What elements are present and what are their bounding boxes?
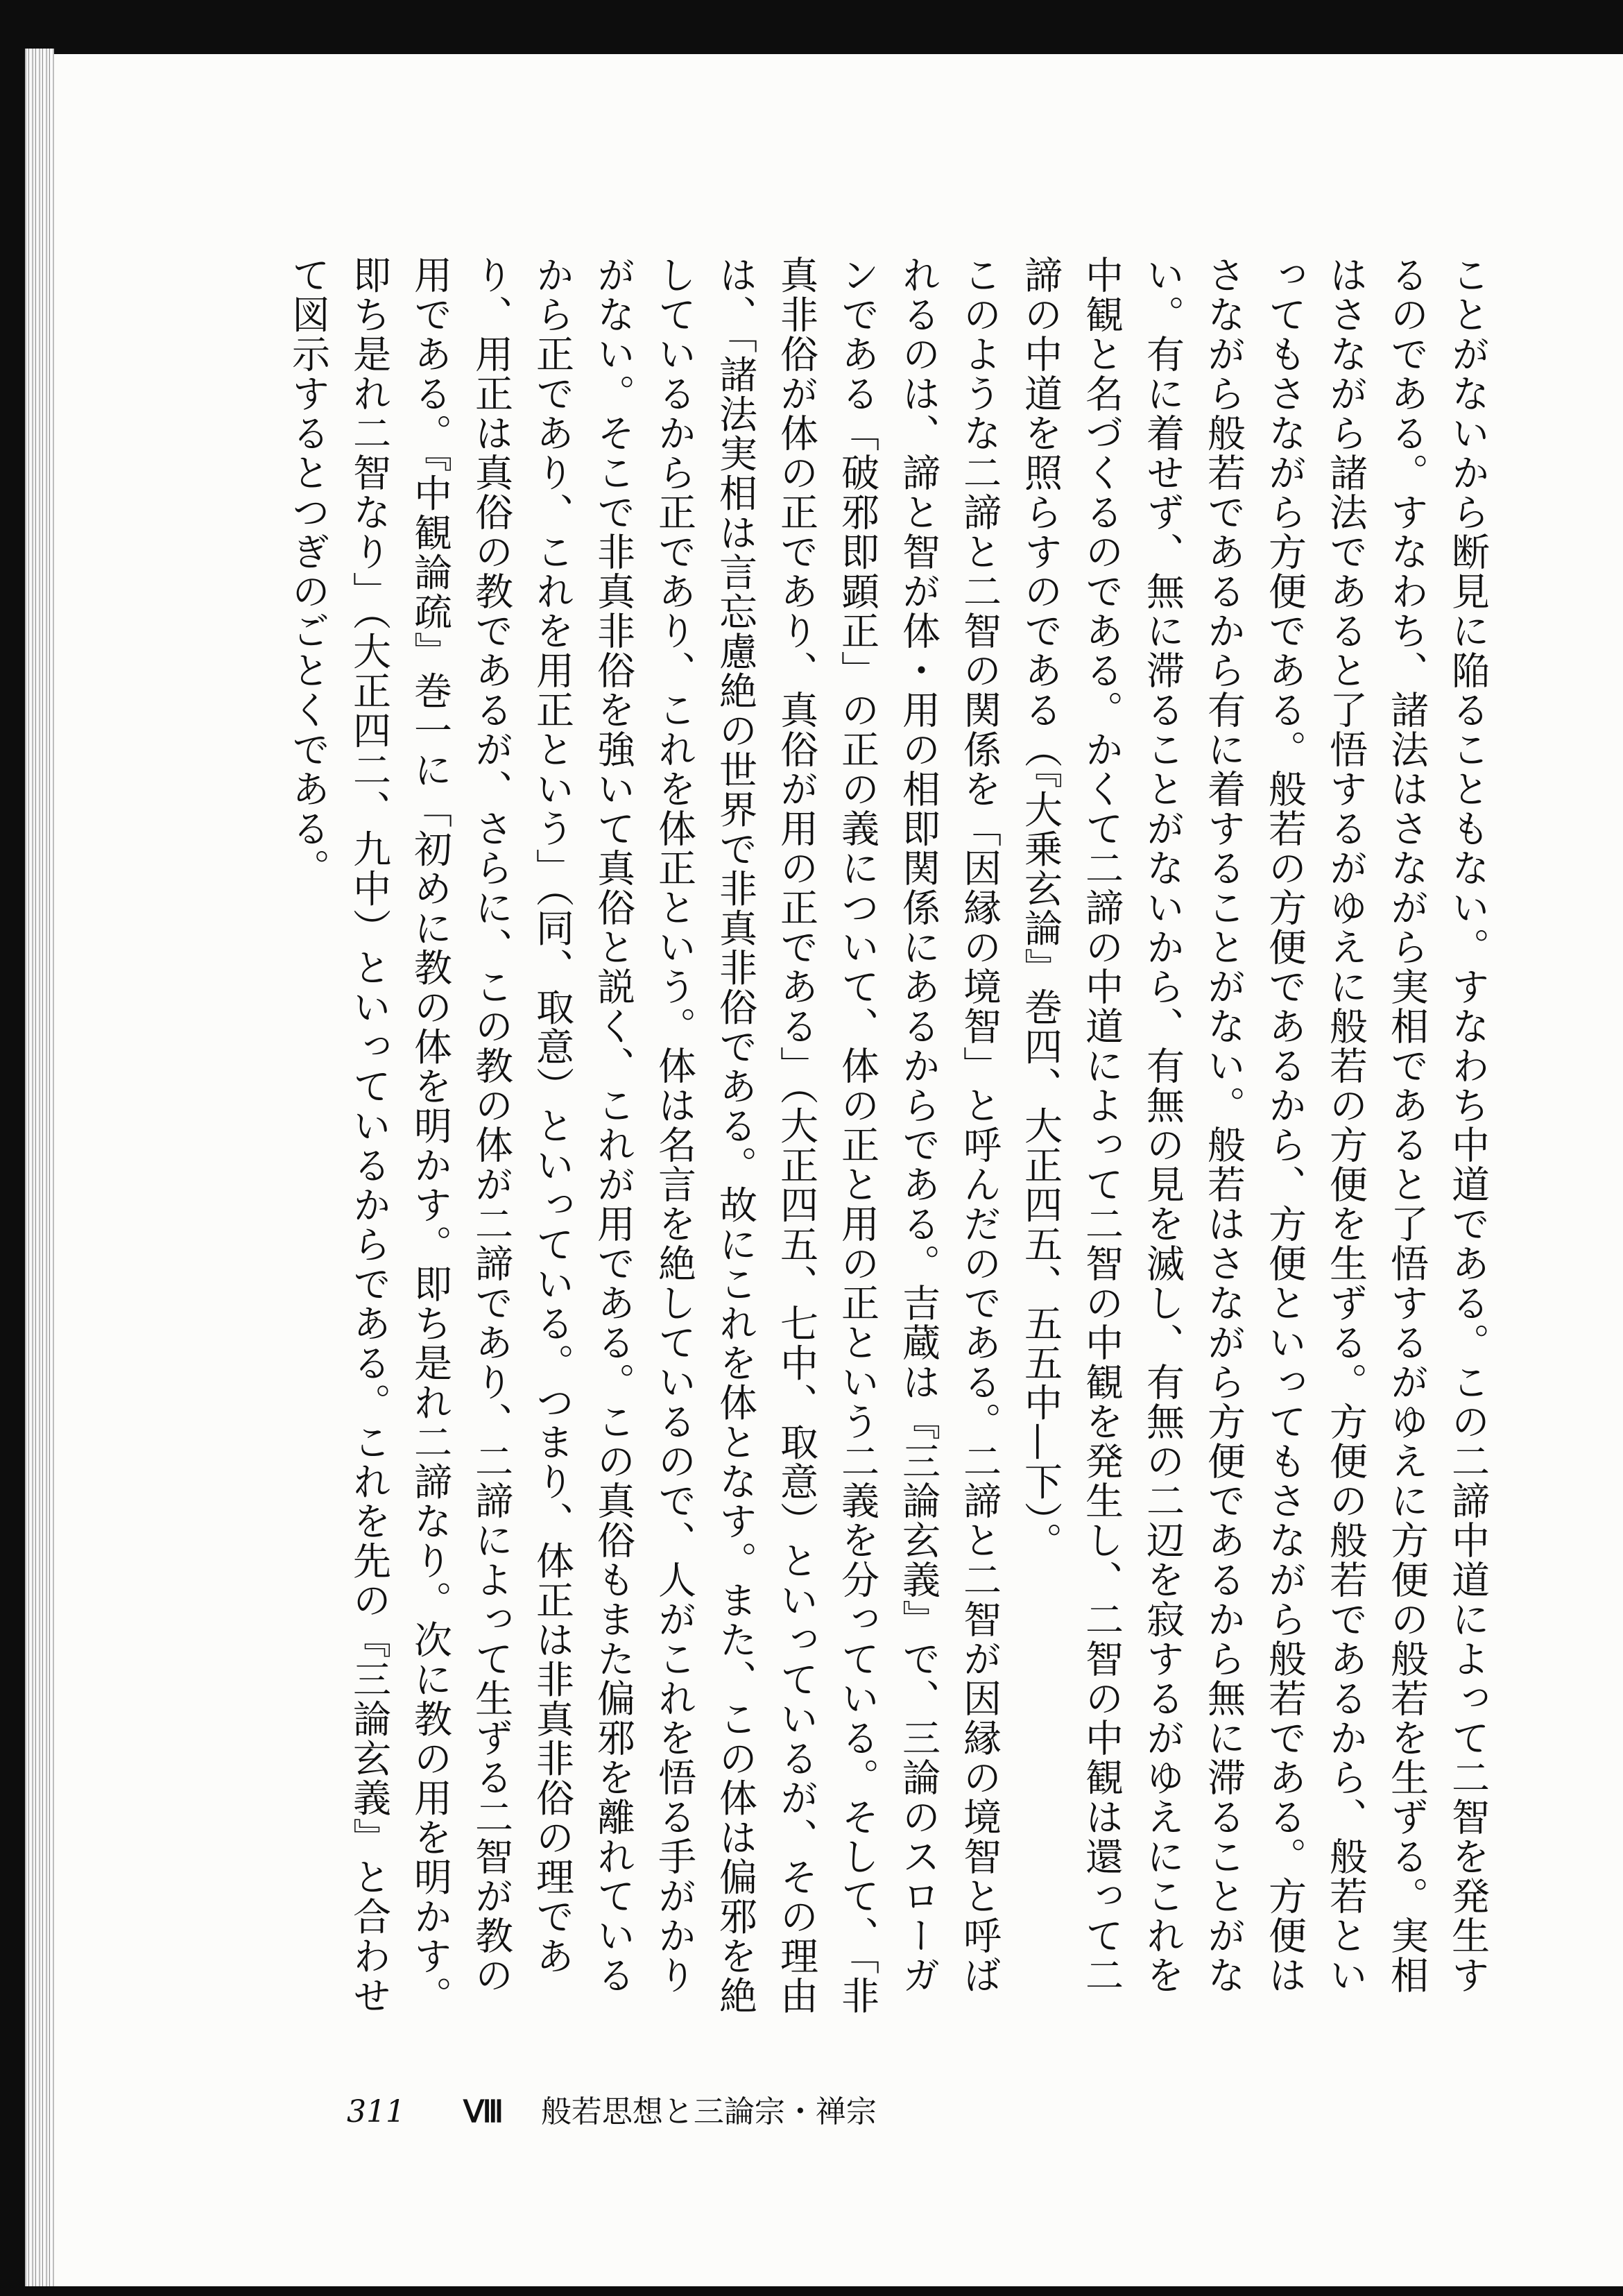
- running-title: 般若思想と三論宗・禅宗: [540, 2094, 877, 2130]
- vertical-body-text: [286, 255, 1498, 2031]
- scan-bottom-edge: [0, 2286, 1623, 2296]
- page-gutter-strip: [25, 49, 54, 2296]
- page-number: 311: [347, 2094, 405, 2130]
- scan-top-edge: [0, 0, 1623, 54]
- scan-left-edge: [0, 0, 25, 2296]
- paragraph-2: このような二諦と二智の関係を「因縁の境智」と呼んだのである。二諦と二智が因縁の境智と呼ばれるのは、諦と智が体・用の相即関係にあるからである。吉蔵は『三論玄義』で、三論のスローガンである「破邪即顕正」の正の義について、体の正と用の正という二義を分っている。そして、「非真非俗が体の正であり、真俗が用の正である」（大正四五、七中、取意）といっているが、その理由は、「諸法実相は言忘慮絶の世界で非真非俗である。故にこれを体となす。また、この体は偏邪を絶しているから正であり、これを体正という。体は名言を絶しているので、人がこれを悟る手がかりがない。そこで非真非俗を強いて真俗と説く、これが用である。この真俗もまた偏邪を離れているから正であり、これを用正という」（同、取意）といっている。つまり、体正は非真非俗の理であり、用正は真俗の教であるが、さらに、この教の体が二諦であり、二諦によって生ずる二智が教の用である。『中観論疏』巻一に「初めに教の体を明かす。即ち是れ二諦なり。次に教の用を明かす。即ち是れ二智なり」（大正四二、九中）といっているからである。これを先の『三論玄義』と合わせて図示するとつぎのごとくである。: [286, 255, 1002, 2016]
- chapter-numeral: Ⅷ: [463, 2095, 501, 2129]
- page-footer: [347, 2088, 877, 2136]
- paragraph-1: ことがないから断見に陥ることもない。すなわち中道である。この二諦中道によって二智を発生するのである。すなわち、諸法はさながら実相であると了悟するがゆえに方便の般若を生ずる。実相はさながら諸法であると了悟するがゆえに般若の方便を生ずる。方便の般若であるから、般若といってもさながら方便である。般若の方便であるから、方便といってもさながら般若である。方便はさながら般若であるから有に着することがない。般若はさながら方便であるから無に滞ることがない。有に着せず、無に滞ることがないから、有無の見を滅し、有無の二辺を寂するがゆえにこれを中観と名づくるのである。かくて二諦の中道によって二智の中観を発生し、二智の中観は還って二諦の中道を照らすのである（『大乗玄論』巻四、大正四五、五五中—下）。: [1018, 255, 1490, 1995]
